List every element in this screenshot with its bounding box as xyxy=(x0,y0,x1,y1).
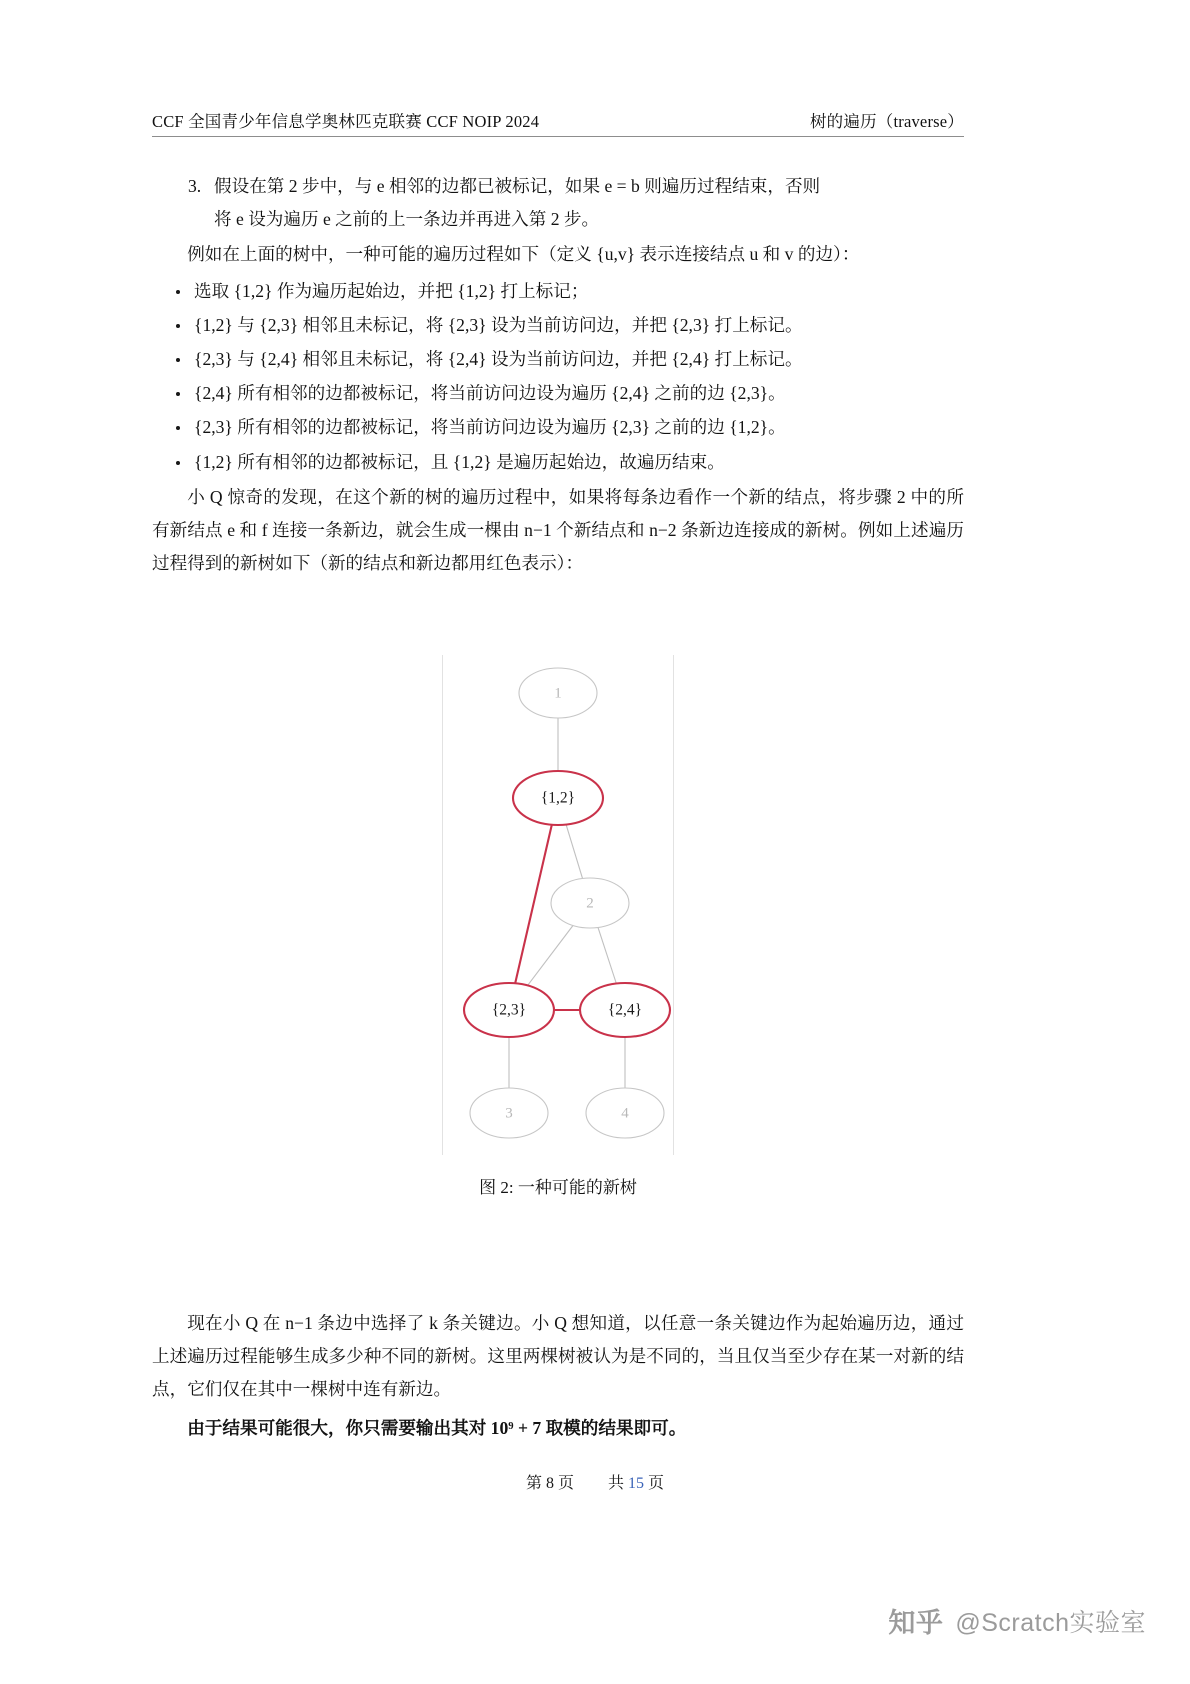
list-item: {2,3} 所有相邻的边都被标记，将当前访问边设为遍历 {2,3} 之前的边 {1,2}。 xyxy=(152,411,964,444)
figure-canvas xyxy=(442,655,674,1155)
node-label: 1 xyxy=(554,685,562,702)
tree-edge-n2-e23 xyxy=(528,925,573,985)
paragraph-modulo-note: 由于结果可能很大，你只需要输出其对 10⁹ + 7 取模的结果即可。 xyxy=(187,1418,687,1439)
footer-total-prefix: 共 xyxy=(608,1475,625,1492)
tree-node-e23 xyxy=(464,983,554,1037)
header-problem-title: 树的遍历（traverse） xyxy=(809,112,964,131)
list-item: 选取 {1,2} 作为遍历起始边，并把 {1,2} 打上标记； xyxy=(152,275,964,308)
tree-node-n2 xyxy=(551,878,629,928)
ordered-list-item-3 xyxy=(188,170,964,236)
list-item: {2,4} 所有相邻的边都被标记，将当前访问边设为遍历 {2,4} 之前的边 {2,3}。 xyxy=(152,377,964,410)
footer-current-suffix: 页 xyxy=(557,1475,574,1492)
watermark-text: @Scratch实验室 xyxy=(955,1608,1146,1637)
header-contest-title: CCF 全国青少年信息学奥林匹克联赛 CCF NOIP 2024 xyxy=(152,112,540,131)
footer-current-prefix: 第 xyxy=(525,1475,542,1492)
footer-total-pages: 15 xyxy=(628,1475,645,1492)
paragraph-new-tree: 小 Q 惊奇的发现，在这个新的树的遍历过程中，如果将每条边看作一个新的结点，将步骤 2 中的所有新结点 e 和 f 连接一条新边，就会生成一棵由 n−1 个新结点和 n−2 条新边连接成的新树。例如上述遍历过程得到的新树如下（新的结点和新边都用红色表示）： xyxy=(152,486,964,573)
paragraph-question: 现在小 Q 在 n−1 条边中选择了 k 条关键边。小 Q 想知道，以任意一条关键边作为起始遍历边，通过上述遍历过程能够生成多少种不同的新树。这里两棵树被认为是不同的，当且仅当至少存在某一对新的结点，它们仅在其中一棵树中连有新边。 xyxy=(152,1313,964,1400)
footer-total-suffix: 页 xyxy=(648,1475,665,1492)
page-header xyxy=(152,108,964,132)
document-body-tail xyxy=(152,1305,964,1445)
node-label: 4 xyxy=(621,1105,629,1122)
step3-line1: 假设在第 2 步中，与 e 相邻的边都已被标记，如果 e = b 则遍历过程结束，否则 xyxy=(214,176,821,196)
tree-node-e24 xyxy=(580,983,670,1037)
node-label: 2 xyxy=(586,895,594,912)
list-item: {2,3} 与 {2,4} 相邻且未标记，将 {2,4} 设为当前访问边，并把 {2,4} 打上标记。 xyxy=(152,343,964,376)
paragraph-intro: 例如在上面的树中，一种可能的遍历过程如下（定义 {u,v} 表示连接结点 u 和 v 的边）： xyxy=(187,244,860,265)
list-item: {1,2} 所有相邻的边都被标记，且 {1,2} 是遍历起始边，故遍历结束。 xyxy=(152,446,964,479)
node-label: {2,3} xyxy=(491,1001,527,1019)
list-item-text xyxy=(214,170,964,236)
traversal-steps-list xyxy=(152,275,964,478)
tree-node-e12 xyxy=(513,771,603,825)
header-divider xyxy=(152,136,964,137)
step3-line2: 将 e 设为遍历 e 之前的上一条边并再进入第 2 步。 xyxy=(214,209,600,230)
list-number: 3. xyxy=(188,176,202,196)
tree-node-n1 xyxy=(519,668,597,718)
figure-new-tree xyxy=(152,655,964,1198)
document-body xyxy=(152,170,964,580)
node-label: 3 xyxy=(505,1105,513,1122)
tree-edge-e12-n2 xyxy=(566,825,582,879)
tree-node-n3 xyxy=(470,1088,548,1138)
footer-current-page: 8 xyxy=(545,1475,554,1492)
tree-edge-e12-e23 xyxy=(515,825,552,984)
page-footer xyxy=(0,1470,1190,1493)
tree-edge-n2-e24 xyxy=(598,927,616,983)
watermark xyxy=(888,1601,1146,1640)
figure-caption: 图 2: 一种可能的新树 xyxy=(479,1178,637,1197)
list-item: {1,2} 与 {2,3} 相邻且未标记，将 {2,3} 设为当前访问边，并把 {2,3} 打上标记。 xyxy=(152,309,964,342)
tree-node-n4 xyxy=(586,1088,664,1138)
zhihu-logo-icon: 知乎 xyxy=(888,1608,944,1638)
node-label: {1,2} xyxy=(540,789,576,807)
tree-diagram xyxy=(442,655,674,1155)
node-label: {2,4} xyxy=(607,1001,643,1019)
